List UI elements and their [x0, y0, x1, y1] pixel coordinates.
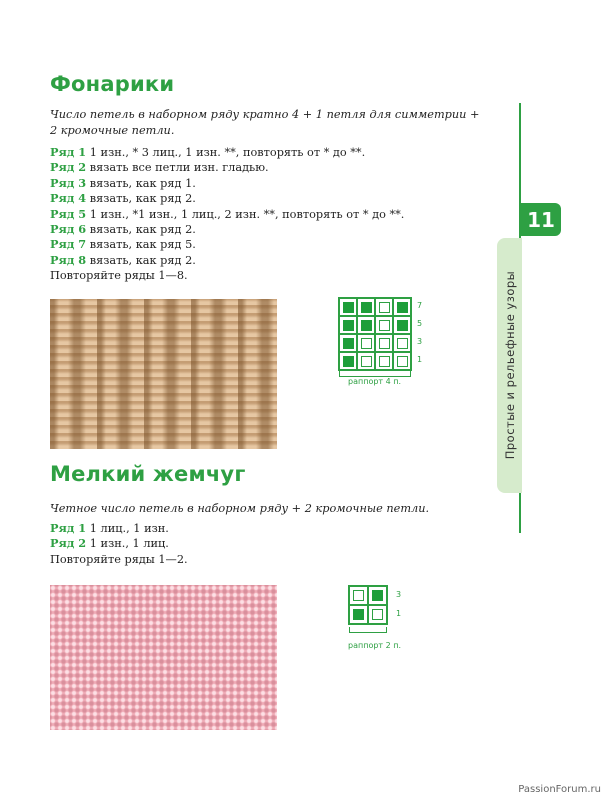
stitch-symbol: [397, 320, 408, 331]
watermark: PassionForum.ru: [518, 784, 601, 795]
stitch-symbol: [379, 302, 390, 313]
chart-row-number: 5: [417, 319, 423, 328]
stitch-symbol: [343, 356, 354, 367]
chapter-title: Простые и рельефные узоры: [503, 270, 517, 460]
chart-cell-purl: [357, 334, 375, 352]
chart-row-number: 3: [417, 337, 423, 346]
section-intro: Четное число петель в наборном ряду + 2 кромочные петли.: [50, 502, 430, 515]
repeat-instruction: Повторяйте ряды 1—2.: [50, 552, 188, 566]
stitch-symbol: [397, 338, 408, 349]
stitch-symbol: [379, 338, 390, 349]
stitch-symbol: [361, 338, 372, 349]
knit-sample-photo-pink: [50, 585, 277, 730]
section-title-fonariki: Фонарики: [50, 72, 175, 96]
chart-cell-purl: [393, 352, 411, 370]
row-instruction: Ряд 2 1 изн., 1 лиц.: [50, 536, 169, 551]
repeat-instruction: Повторяйте ряды 1—8.: [50, 269, 188, 283]
row-instruction: Ряд 1 1 лиц., 1 изн.: [50, 521, 169, 535]
stitch-symbol: [361, 320, 372, 331]
chart-cell-knit: [357, 298, 375, 316]
chart-row-number: 3: [396, 590, 402, 599]
chart-cell-knit: [368, 586, 387, 605]
stitch-symbol: [353, 590, 364, 601]
chart-cell-purl: [357, 352, 375, 370]
row-instruction: Ряд 2 вязать все петли изн. гладью.: [50, 160, 269, 175]
stitch-symbol: [372, 609, 383, 620]
row-instructions: [50, 145, 404, 284]
row-instructions: [50, 521, 188, 567]
chart-cell-knit: [339, 298, 357, 316]
chart-cell-knit: [339, 334, 357, 352]
stitch-symbol: [397, 302, 408, 313]
chart-cell-purl: [393, 334, 411, 352]
row-instruction: Ряд 4 вязать, как ряд 2.: [50, 191, 196, 206]
chart-row-number: 1: [396, 609, 402, 618]
repeat-label: раппорт 2 п.: [348, 641, 402, 650]
chart-cell-knit: [339, 352, 357, 370]
stitch-symbol: [361, 302, 372, 313]
chart-cell-purl: [375, 334, 393, 352]
stitch-symbol: [343, 338, 354, 349]
chart-cell-knit: [349, 605, 368, 624]
knit-sample-photo-beige: [50, 299, 277, 449]
chart-cell-purl: [368, 605, 387, 624]
chart-row-number: 7: [417, 301, 423, 310]
row-instruction: Ряд 7 вязать, как ряд 5.: [50, 237, 196, 252]
chart-row-number: 1: [417, 355, 423, 364]
stitch-symbol: [343, 302, 354, 313]
knitting-chart-fonariki: [338, 297, 428, 389]
stitch-symbol: [379, 356, 390, 367]
stitch-symbol: [379, 320, 390, 331]
section-intro: Число петель в наборном ряду кратно 4 + 1 петля для симметрии + 2 кромочные петли.: [50, 108, 480, 137]
chart-cell-purl: [349, 586, 368, 605]
stitch-symbol: [353, 609, 364, 620]
repeat-label: раппорт 4 п.: [348, 377, 402, 386]
chart-cell-purl: [375, 316, 393, 334]
repeat-bracket: [349, 627, 387, 633]
chart-cell-purl: [375, 298, 393, 316]
knitting-chart-zhemchug: [348, 585, 410, 653]
stitch-symbol: [397, 356, 408, 367]
chart-cell-knit: [339, 316, 357, 334]
chart-cell-knit: [393, 298, 411, 316]
chart-cell-knit: [357, 316, 375, 334]
stitch-symbol: [372, 590, 383, 601]
chart-cell-purl: [375, 352, 393, 370]
row-instruction: Ряд 1 1 изн., * 3 лиц., 1 изн. **, повторять от * до **.: [50, 145, 366, 159]
row-instruction: Ряд 5 1 изн., *1 изн., 1 лиц., 2 изн. **, повторять от * до **.: [50, 206, 405, 221]
stitch-symbol: [361, 356, 372, 367]
row-instruction: Ряд 8 вязать, как ряд 2.: [50, 252, 196, 267]
row-instruction: Ряд 6 вязать, как ряд 2.: [50, 222, 196, 237]
section-title-melkiy-zhemchug: Мелкий жемчуг: [50, 462, 246, 486]
row-instruction: Ряд 3 вязать, как ряд 1.: [50, 175, 196, 190]
page-number: 11: [521, 203, 561, 236]
stitch-symbol: [343, 320, 354, 331]
chart-grid: [338, 297, 412, 371]
chart-grid: [348, 585, 388, 625]
chart-cell-knit: [393, 316, 411, 334]
